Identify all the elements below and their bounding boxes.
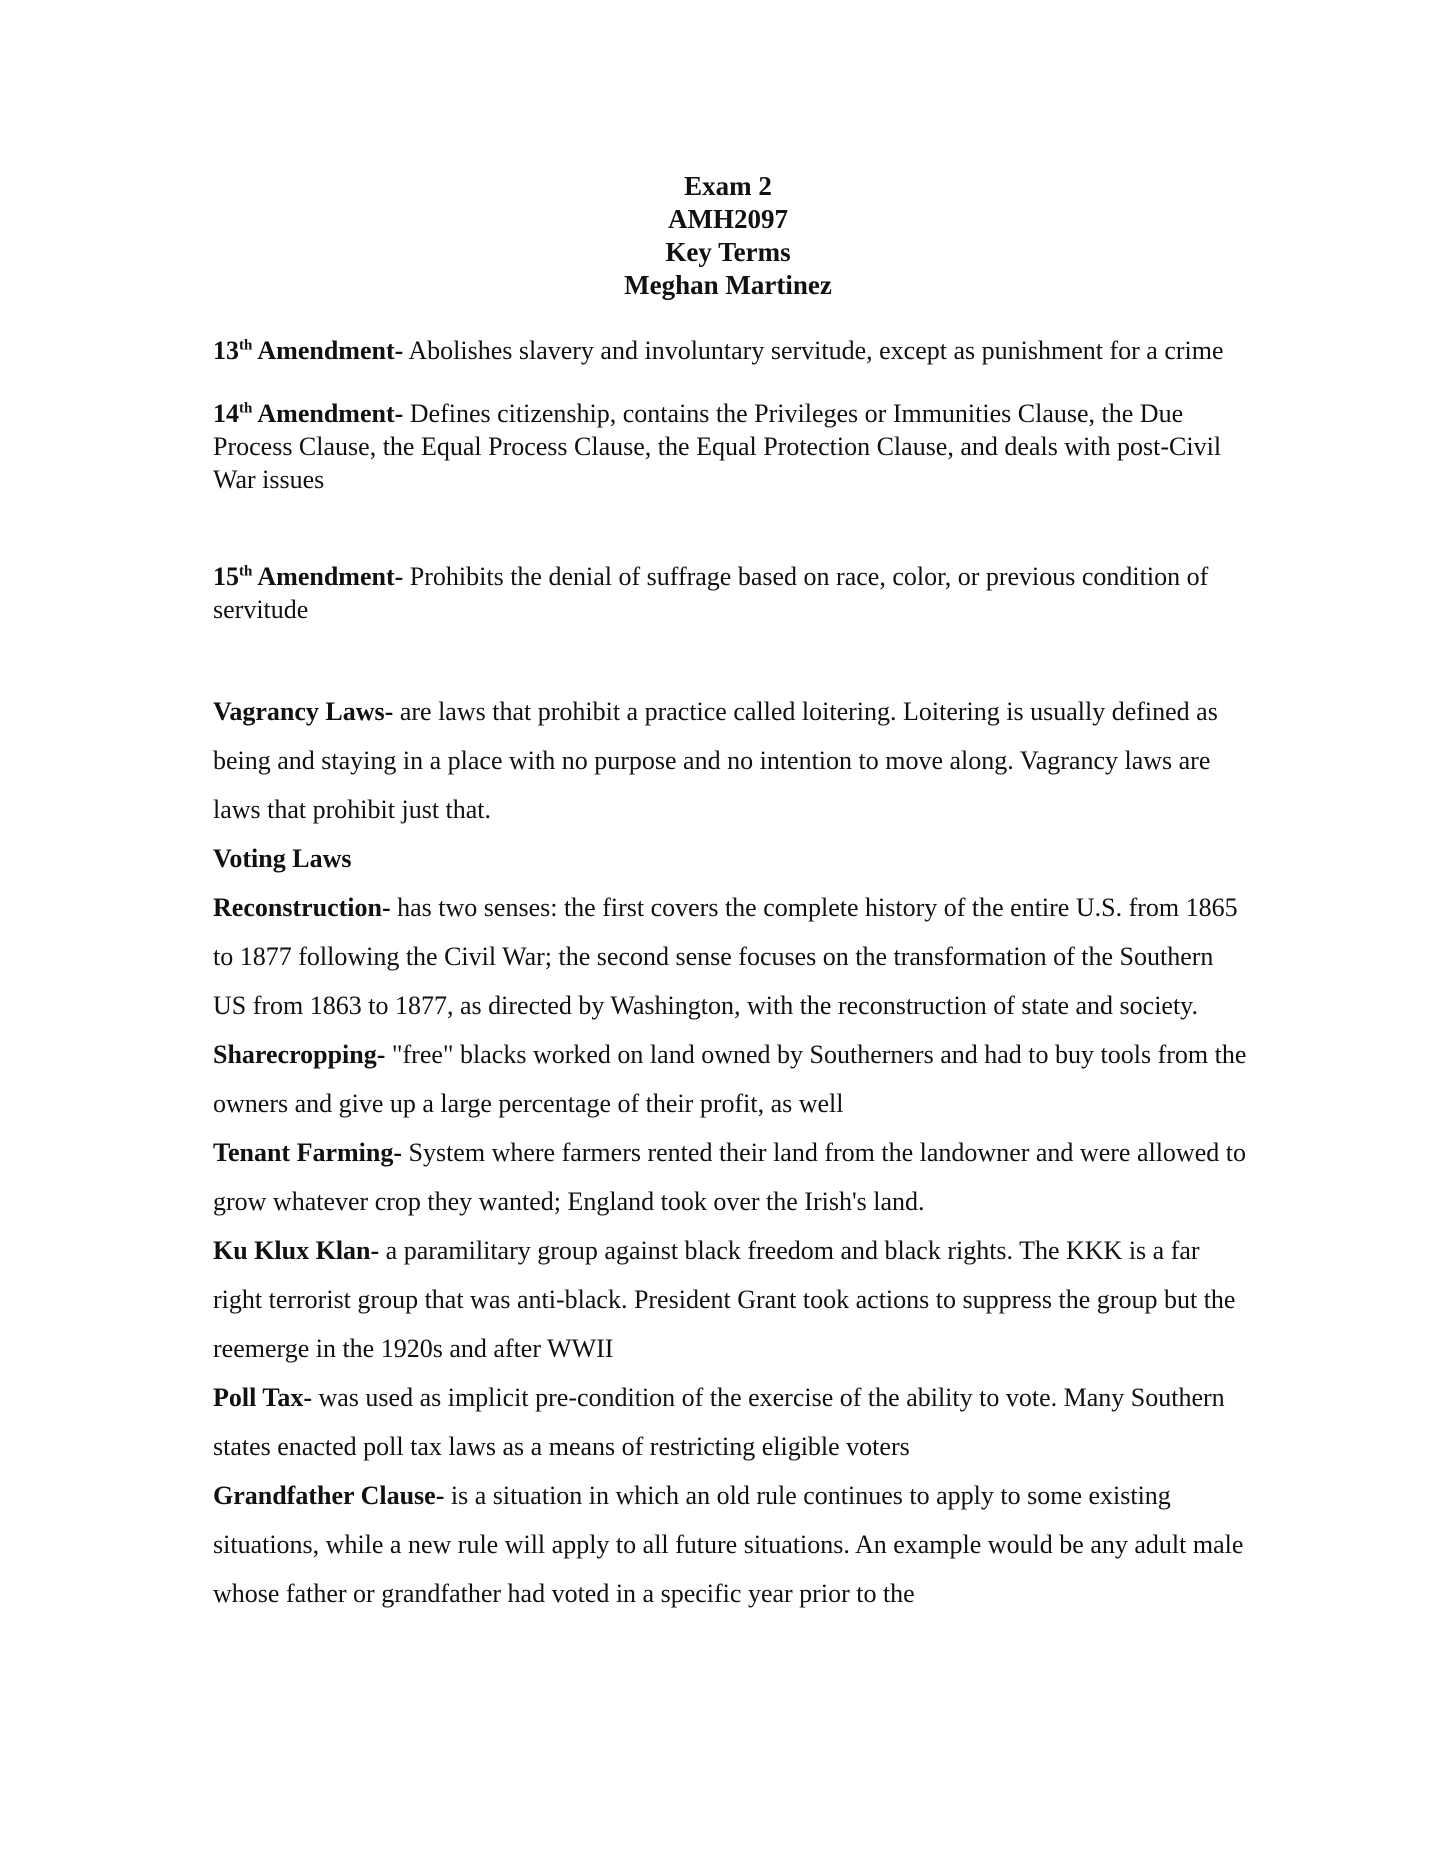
term-voting-laws: Voting Laws	[213, 844, 352, 873]
definition-ku-klux-klan: a paramilitary group against black freedom and black rights. The KKK is a far right terrorist group that was anti-black. President Grant took actions to suppress the group but the reemerge in the 1920s and after WWII	[213, 1236, 1236, 1363]
definition-poll-tax: was used as implicit pre-condition of the exercise of the ability to vote. Many Southern states enacted poll tax laws as a means of restricting eligible voters	[213, 1383, 1225, 1461]
term-tenant-farming: Tenant Farming-	[213, 1138, 402, 1167]
term-vagrancy-laws: Vagrancy Laws-	[213, 697, 394, 726]
definition-vagrancy-laws: are laws that prohibit a practice called loitering. Loitering is usually defined as being and staying in a place with no purpose and no intention to move along. Vagrancy laws are laws that prohibit just that.	[213, 697, 1218, 824]
term-grandfather-clause: Grandfather Clause-	[213, 1481, 445, 1510]
definition-tenant-farming: System where farmers rented their land from the landowner and were allowed to grow whatever crop they wanted; England took over the Irish's land.	[213, 1138, 1246, 1216]
definition-reconstruction: has two senses: the first covers the complete history of the entire U.S. from 1865 to 1877 following the Civil War; the second sense focuses on the transformation of the Southern US from 1863 to 1877, as directed by Washington, with the reconstruction of state and society.	[213, 893, 1238, 1020]
entry-grandfather-clause	[213, 1471, 1253, 1618]
term-14th-amendment: 14th Amendment-	[213, 399, 404, 428]
term-15th-amendment: 15th Amendment-	[213, 562, 404, 591]
definition-13th-amendment: Abolishes slavery and involuntary servitude, except as punishment for a crime	[403, 336, 1224, 365]
entry-voting-laws	[213, 834, 1253, 883]
document-header	[0, 170, 1456, 302]
entry-reconstruction	[213, 883, 1253, 1030]
term-ku-klux-klan: Ku Klux Klan-	[213, 1236, 380, 1265]
definition-15th-amendment: Prohibits the denial of suffrage based on race, color, or previous condition of servitude	[213, 562, 1209, 624]
term-sharecropping: Sharecropping-	[213, 1040, 386, 1069]
document-subtitle: Key Terms	[665, 237, 791, 267]
key-terms-list	[213, 334, 1253, 1618]
entry-tenant-farming	[213, 1128, 1253, 1226]
term-13th-amendment: 13th Amendment-	[213, 336, 404, 365]
term-reconstruction: Reconstruction-	[213, 893, 391, 922]
definition-14th-amendment: Defines citizenship, contains the Privileges or Immunities Clause, the Due Process Clause, the Equal Process Clause, the Equal Protection Clause, and deals with post-Civil War issues	[213, 399, 1222, 494]
entry-poll-tax	[213, 1373, 1253, 1471]
course-code: AMH2097	[668, 204, 788, 234]
entry-sharecropping	[213, 1030, 1253, 1128]
term-poll-tax: Poll Tax-	[213, 1383, 312, 1412]
entry-14th-amendment	[213, 397, 1253, 496]
definition-grandfather-clause: is a situation in which an old rule continues to apply to some existing situations, while a new rule will apply to all future situations. An example would be any adult male whose father or grandfather had voted in a specific year prior to the	[213, 1481, 1244, 1608]
author-name: Meghan Martinez	[624, 270, 832, 300]
entry-15th-amendment	[213, 560, 1253, 626]
entry-ku-klux-klan	[213, 1226, 1253, 1373]
definition-sharecropping: "free" blacks worked on land owned by Southerners and had to buy tools from the owners and give up a large percentage of their profit, as well	[213, 1040, 1247, 1118]
exam-title: Exam 2	[684, 171, 772, 201]
entry-vagrancy-laws	[213, 687, 1253, 834]
entry-13th-amendment	[213, 334, 1253, 367]
